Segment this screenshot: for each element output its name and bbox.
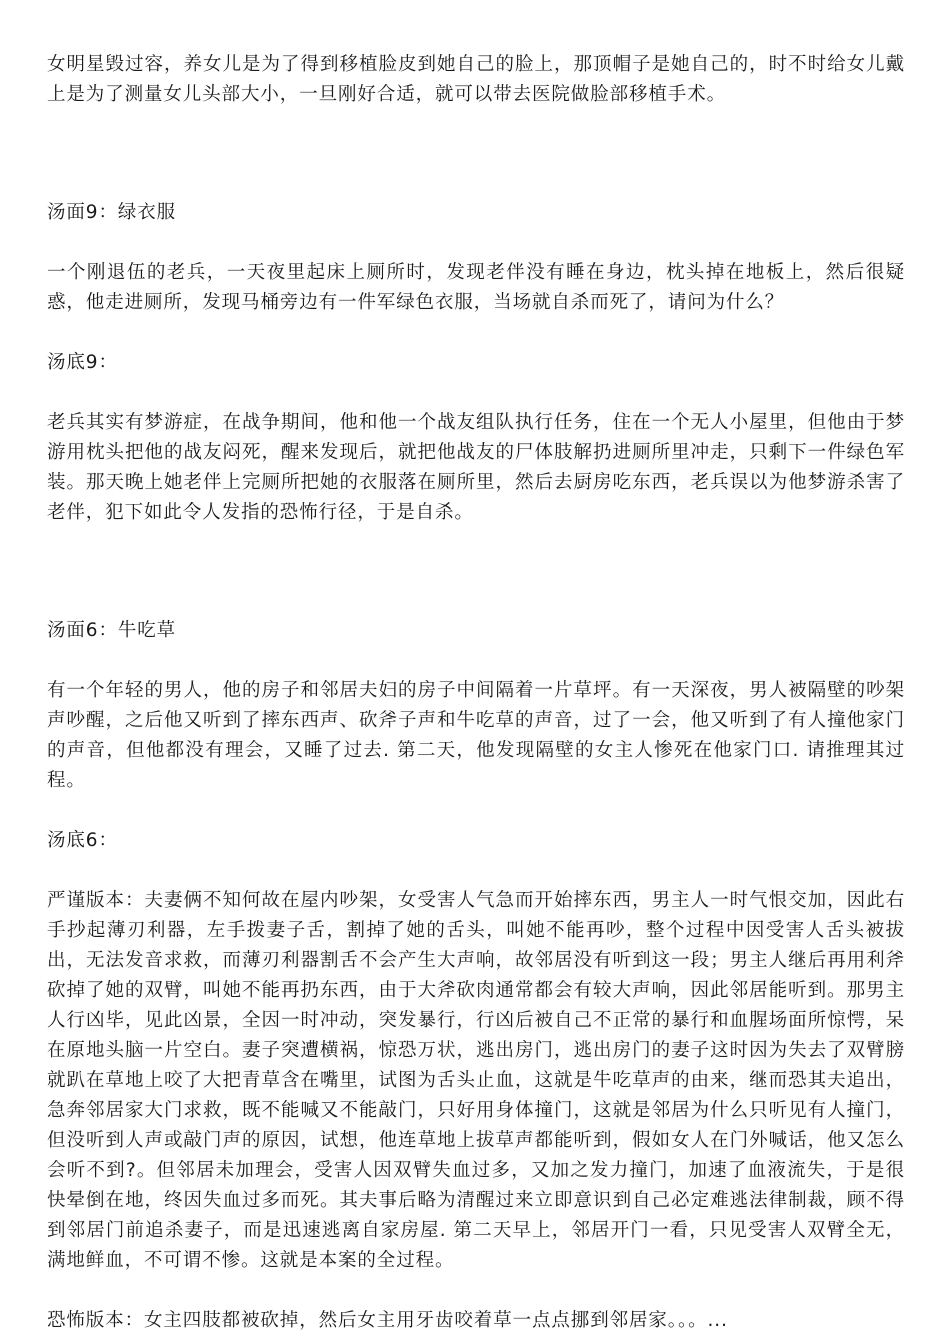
puzzle-9-answer-title: 汤底9：: [47, 352, 118, 373]
document-page: [47, 50, 905, 1336]
puzzle-6-question: 有一个年轻的男人，他的房子和邻居夫妇的房子中间隔着一片草坪。有一天深夜，男人被隔壁的吵架声吵醒，之后他又听到了摔东西声、砍斧子声和牛吃草的声音，过了一会，他又听到了有人撞他家门的声音，但他都没有理会，又睡了过去. 第二天，他发现隔壁的女主人惨死在他家门口. 请推理其过程。: [47, 680, 905, 791]
puzzle-6-answer-title: 汤底6：: [47, 830, 118, 851]
intro-paragraph: 女明星毁过容，养女儿是为了得到移植脸皮到她自己的脸上，那顶帽子是她自己的，时不时给女儿戴上是为了测量女儿头部大小，一旦刚好合适，就可以带去医院做脸部移植手术。: [47, 54, 905, 105]
puzzle-9-answer: 老兵其实有梦游症，在战争期间，他和他一个战友组队执行任务，住在一个无人小屋里，但他由于梦游用枕头把他的战友闷死，醒来发现后，就把他战友的尸体肢解扔进厕所里冲走，只剩下一件绿色军装。那天晚上她老伴上完厕所把她的衣服落在厕所里，然后去厨房吃东西，老兵误以为他梦游杀害了老伴，犯下如此令人发指的恐怖行径，于是自杀。: [47, 412, 905, 523]
puzzle-6-title: 汤面6：牛吃草: [47, 620, 177, 641]
puzzle-9-question: 一个刚退伍的老兵，一天夜里起床上厕所时，发现老伴没有睡在身边，枕头掉在地板上，然后很疑惑，他走进厕所，发现马桶旁边有一件军绿色衣服，当场就自杀而死了，请问为什么？: [47, 262, 905, 313]
puzzle-9-title: 汤面9：绿衣服: [47, 202, 177, 223]
puzzle-6-answer-strict: 严谨版本：夫妻俩不知何故在屋内吵架，女受害人气急而开始摔东西，男主人一时气恨交加，因此右手抄起薄刃利器，左手拨妻子舌，割掉了她的舌头，叫她不能再吵，整个过程中因受害人舌头被拔出，无法发音求救，而薄刃利器割舌不会产生大声响，故邻居没有听到这一段；男主人继后再用利斧砍掉了她的双臂，叫她不能再扔东西，由于大斧砍肉通常都会有较大声响，因此邻居能听到。那男主人行凶毕，见此凶景，全因一时冲动，突发暴行，行凶后被自己不正常的暴行和血腥场面所惊愕，呆在原地头脑一片空白。妻子突遭横祸，惊恐万状，逃出房门，逃出房门的妻子这时因为失去了双臂膀就趴在草地上咬了大把青草含在嘴里，试图为舌头止血，这就是牛吃草声的由来，继而恐其夫追出，急奔邻居家大门求救，既不能喊又不能敲门，只好用身体撞门，这就是邻居为什么只听见有人撞门，但没听到人声或敲门声的原因，试想，他连草地上拔草声都能听到，假如女人在门外喊话，他又怎么会听不到?。但邻居未加理会，受害人因双臂失血过多，又加之发力撞门，加速了血液流失，于是很快晕倒在地，终因失血过多而死。其夫事后略为清醒过来立即意识到自己必定难逃法律制裁，顾不得到邻居门前追杀妻子，而是迅速逃离自家房屋. 第二天早上，邻居开门一看，只见受害人双臂全无，满地鲜血，不可谓不惨。这就是本案的全过程。: [47, 890, 905, 1271]
puzzle-6-answer-horror: 恐怖版本：女主四肢都被砍掉，然后女主用牙齿咬着草一点点挪到邻居家。。。...: [47, 1310, 728, 1331]
